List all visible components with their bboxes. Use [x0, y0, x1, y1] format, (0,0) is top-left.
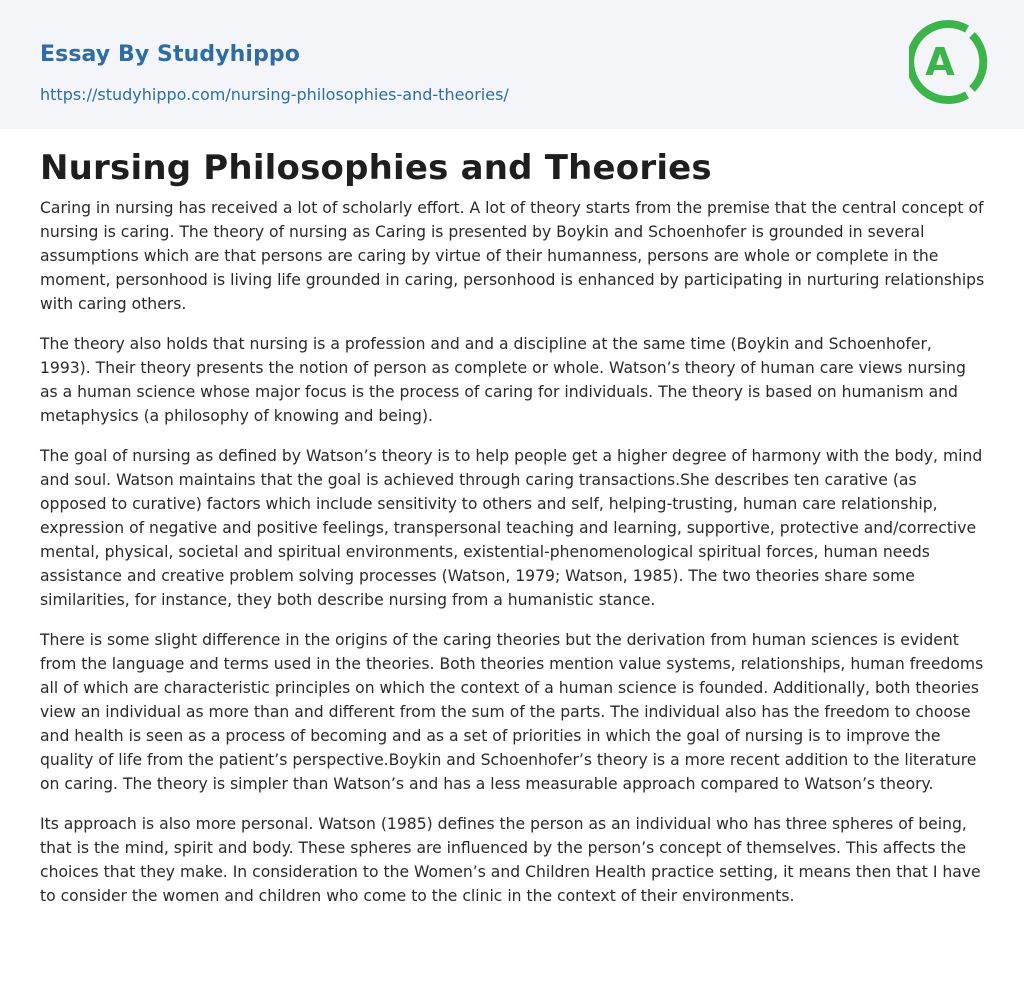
- paragraph-2: The theory also holds that nursing is a profession and and a discipline at the same time (Boykin and Schoenhofer, 1993). Their theory presents the notion of person as complete or whole. Watson’s theory of human care views nursing as a human science whose major focus is the process of caring for individuals. The theory is based on humanism and metaphysics (a philosophy of knowing and being).: [40, 335, 966, 425]
- page-title: Nursing Philosophies and Theories: [40, 148, 712, 188]
- logo-ring-right: [972, 35, 983, 89]
- source-url-link[interactable]: https://studyhippo.com/nursing-philosophies-and-theories/: [40, 85, 509, 104]
- logo-letter: A: [925, 40, 955, 84]
- paragraph-5: Its approach is also more personal. Watson (1985) defines the person as an individual who has three spheres of being, that is the mind, spirit and body. These spheres are influenced by the person’s concept of themselves. This affects the choices that they make. In consideration to the Women’s and Children Health practice setting, it means then that I have to consider the women and children who come to the clinic in the context of their environments.: [40, 815, 981, 905]
- paragraph-3: The goal of nursing as defined by Watson’s theory is to help people get a higher degree of harmony with the body, mind and soul. Watson maintains that the goal is achieved through caring transactions.She describes ten carative (as opposed to curative) factors which include sensitivity to others and self, helping-trusting, human care relationship, expression of negative and positive feelings, transpersonal teaching and learning, supportive, protective and/corrective mental, physical, societal and spiritual environments, existential-phenomenological spiritual forces, human needs assistance and creative problem solving processes (Watson, 1979; Watson, 1985). The two theories share some similarities, for instance, they both describe nursing from a humanistic stance.: [40, 447, 983, 609]
- site-header: [0, 0, 1024, 129]
- paragraph-4: There is some slight difference in the origins of the caring theories but the derivation from human sciences is evident from the language and terms used in the theories. Both theories mention value systems, relationships, human freedoms all of which are characteristic principles on which the context of a human science is founded. Additionally, both theories view an individual as more than and different from the sum of the parts. The individual also has the freedom to choose and health is seen as a process of becoming and as a set of priorities in which the goal of nursing is to improve the quality of life from the patient’s perspective.Boykin and Schoenhofer’s theory is a more recent addition to the literature on caring. The theory is simpler than Watson’s and has a less measurable approach compared to Watson’s theory.: [40, 631, 984, 793]
- article: [40, 146, 985, 924]
- paragraph-1: Caring in nursing has received a lot of scholarly effort. A lot of theory starts from the premise that the central concept of nursing is caring. The theory of nursing as Caring is presented by Boykin and Schoenhofer is grounded in several assumptions which are that persons are caring by virtue of their humanness, persons are whole or complete in the moment, personhood is living life grounded in caring, personhood is enhanced by participating in nurturing relationships with caring others.: [40, 199, 985, 313]
- studyhippo-logo-icon[interactable]: [909, 17, 989, 107]
- brand-title[interactable]: Essay By Studyhippo: [40, 42, 300, 67]
